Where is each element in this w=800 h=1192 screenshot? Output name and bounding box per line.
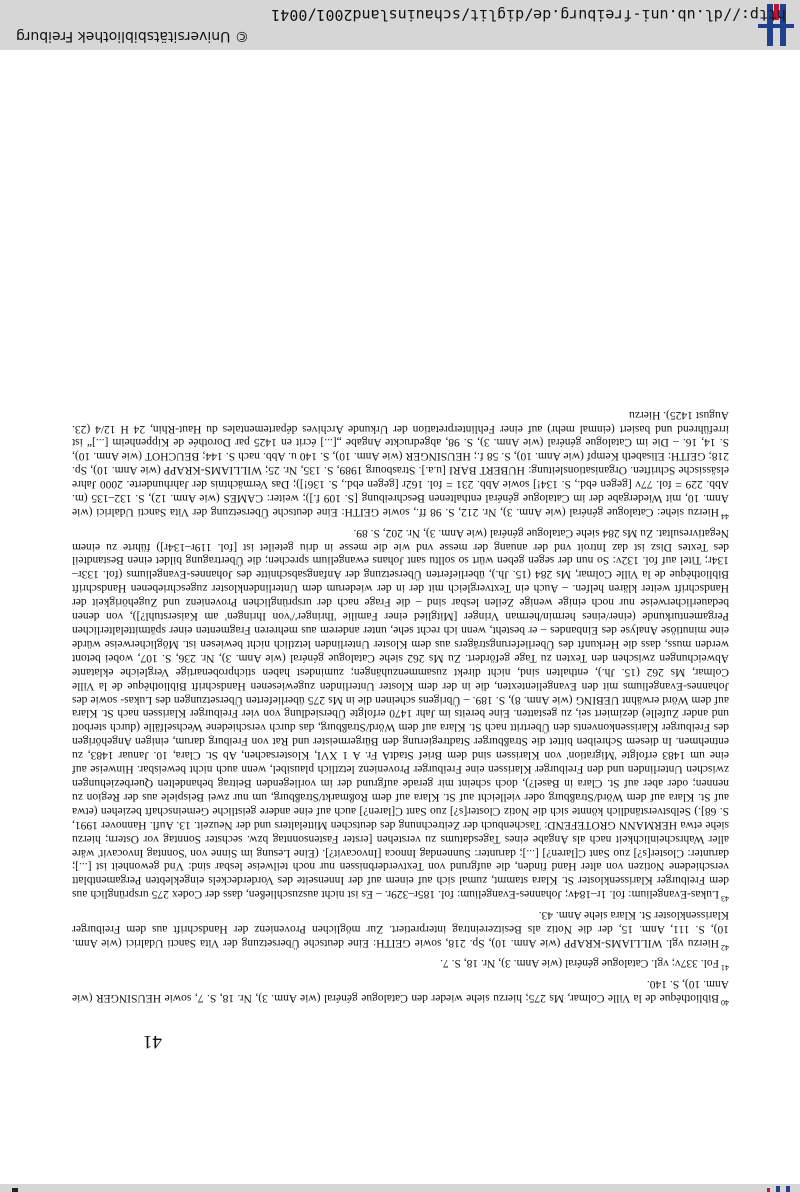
footer-copyright: © Universitätsbibliothek Freiburg	[16, 28, 249, 44]
top-dot-mark	[12, 1188, 18, 1192]
footnote-41	[72, 956, 729, 975]
footnotes-block	[72, 407, 729, 1009]
footnote-text: Hierzu siehe: Catalogue général (wie Anm. 3), Nr. 212, S. 98 ff., sowie GEITH: Eine deutsche Übersetzung der Vita Sancti Udalrici (wie Anm. 10, mit Wiedergabe der im Catalogue général enthaltenen Beschreibung [S. 109 f.]); weiter: CAMES (wie Anm. 12), S. 132–135 (m. Abb. 229 = fol. 77v [gegen ebd., S. 134!] sowie Abb. 231 = fol. 162r [gegen ebd., S. 136!]); Das Vermächtnis der Jahrhunderte. 2000 Jahre elsässische Schriften. Organisationsleitung: HUBERT BARI [u.a.]. Strasbourg 1989, S. 135, Nr. 25; WILLIAMS-KRAPP (wie Anm. 10), Sp. 218; GEITH: Elisabeth Kempf (wie Anm. 10), S. 58 f.; HEUSINGER (wie Anm. 10), S. 140 u. Abb. nach S. 144; BEUCHOT (wie Anm. 10), S. 14, 16. – Die im Catalogue général (wie Anm. 3), S. 98, abgedruckte Angabe „[...] écrit en 1425 par Dorothée de Kippenheim [...]“ ist irreführend und basiert (einmal mehr) auf einer Fehlinterpretation der Urkunde Archives départementales du Haut-Rhin, 24 H 12/4 (23. August 1425). Hierzu	[72, 408, 729, 518]
footnote-42	[72, 907, 729, 954]
footnote-number: 40	[721, 998, 729, 1007]
footnote-43	[72, 525, 729, 905]
footnote-text: Fol. 337v; vgl. Catalogue général (wie Anm. 3), Nr. 18, S. 7.	[440, 957, 719, 970]
footnote-text: Hierzu vgl. WILLIAMS-KRAPP (wie Anm. 10), Sp. 218, sowie GEITH: Eine deutsche Übersetzung der Vita Sancti Udalrici (wie Anm. 10), S. 111, Anm. 15, der die Notiz als Besitzereintrag interpretiert. Zur möglichen Provenienz der Handschrift aus dem Freiburger Klarissenkloster St. Klara siehe Anm. 43.	[72, 908, 729, 949]
top-blue-mark-icon	[760, 1186, 790, 1192]
footer-url-link[interactable]: http://dl.ub.uni-freiburg.de/diglit/schauinsland2001/0041	[271, 6, 786, 24]
footnote-44	[72, 407, 729, 523]
footnote-number: 43	[721, 894, 729, 904]
footnote-number: 44	[721, 511, 729, 521]
top-margin-strip	[0, 1184, 800, 1192]
footnote-40	[72, 976, 729, 1009]
page-number: 41	[143, 1031, 162, 1052]
footnote-text: Bibliothèque de la Ville Colmar, Ms 275; hierzu siehe wieder den Catalogue général (wie Anm. 3), Nr. 18, S. 7, sowie HEUSINGER (wie Anm. 10), S. 140.	[72, 978, 729, 1005]
footnote-number: 42	[721, 942, 729, 952]
footer-bar	[0, 0, 800, 50]
footnote-number: 41	[721, 963, 729, 973]
footnote-text: Lukas-Evangelium: fol. 1r–184v; Johannes-Evangelium: fol. 185r–329r. – Es ist nicht auszuschließen, dass der Codex 275 ursprünglich aus dem Freiburger Klarissenkloster St. Klara stammt, zumal sich auf einem auf der Innenseite des Vorderdeckels eingeklebten Pergamentblatt verschiedene Notizen von alter Hand finden, die aufgrund von Textverderbnissen nur noch teilweise lesbar sind: Vnd gewonheit ist [...]; darunter: Closter[s?] zuo Sant C[laren?] [...]; darunter: Sunnendag Innoca [Invocavit?]. (Eine Lesung im Sinne von 'Sonntag Invocavit' wäre aller Wahrscheinlichkeit nach als Angabe eines Tagesdatums zu verstehen [erster Fastensonntag bzw. sechster Sonntag vor Ostern; hierzu siehe etwa HERMANN GROTEFEND: Taschenbuch der Zeitrechnung des deutschen Mittelalters und der Neuzeit. 13. Aufl. Hannover 1991, S. 68].) Selbstverständlich könnte sich die Notiz Closter[s?] zuo Sant C[laren?] auch auf eine andere geistliche Gemeinschaft beziehen (etwa auf St. Klara auf dem Wörd/Straßburg oder vielleicht auf St. Klara auf dem Roßmarkt/Straßburg, um nur zwei Beispiele aus der Region zu nennen; oder aber auf St. Clara in Basel?), doch scheint mir gerade aufgrund der im vorliegenden Beitrag behandelten Querbeziehungen zwischen Unterlinden und den Freiburger Klarissen eine Freiburger Provenienz letztlich plausibel, wenn auch nicht beweisbar. Hinweise auf eine um 1483 erfolgte 'Migration' von Klarissen sind dem Brief StadtA Fr. A 1 XVI, Klostersachen, Ab St. Clara, 10. Januar 1483, zu entnehmen. In diesem Schreiben bittet die Straßburger Stadtregierung den Bürgermeister und Rat von Freiburg darum, einigen Angehörigen des Freiburger Klarissenkonvents den Übertritt nach St. Klara auf dem Wörd/Straßburg, das durch verschiedene Wechselfälle (durch sterbott und ander Zufelle) dezimiert sei, zu gestatten. Eine bereits im Jahr 1470 erfolgte Übersiedlung von vier Freiburger Klarissen nach St. Klara auf dem Wörd erwähnt UEBING (wie Anm. 8), S. 189. – Übrigens scheinen die in Ms 275 überlieferten Übersetzungen des Lukas- sowie des Johannes-Evangeliums mit den Evangelientexten, die in der dem Kloster Unterlinden zugewiesenen Handschrift Bibliothèque de la Ville Colmar, Ms 262 (15. Jh.), enthalten sind, nicht direkt zusammenzuhängen; zumindest haben stichprobenartige Vergleiche eklatante Abweichungen zwischen den Texten zu Tage gefördert. Zu Ms 262 siehe Catalogue général (wie Anm. 3), Nr. 236, S. 107, wobei betont werden muss, dass die Herkunft des Überlieferungsträgers aus dem Kloster Unterlinden letztlich nicht bewiesen ist. Möglicherweise würde eine minutiöse Analyse des Einbandes – er besteht, wenn ich recht sehe, unter anderem aus mehreren Fragmenten einer spätmittelalterlichen Pergamenturkunde (einer/eines hermin/herman Vringer [Mitglied einer Familie 'Ihringer'/'von Ihringen' am Kaiserstuhl?]), von denen bedauerlicherweise nur noch einige wenige Zeilen lesbar sind – die Frage nach der ursprünglichen Provenienz und Zugehörigkeit der Handschrift weiter klären helfen. – Auch ein Textvergleich mit der in der wiederum dem Unterlindenkloster zugeschriebenen Handschrift Bibliothèque de la Ville Colmar, Ms 284 (15. Jh.), überlieferten Übersetzung der Anfangsabschnitte des Johannes-Evangeliums (fol. 133r–134r; Titel auf fol. 132v: So nun der segen geben würt so solltu sant Johans ewangelium sprechen; die Übertragung bildet einen Bestandteil des Textes Disz ist daz Introit vnd der anuang der messe vnd wie die messe in driu geteilet ist [fol. 119r–134r]) führte zu einem Negativresultat. Zu Ms 284 siehe Catalogue général (wie Anm. 3), Nr. 202, S. 89.	[72, 526, 729, 901]
